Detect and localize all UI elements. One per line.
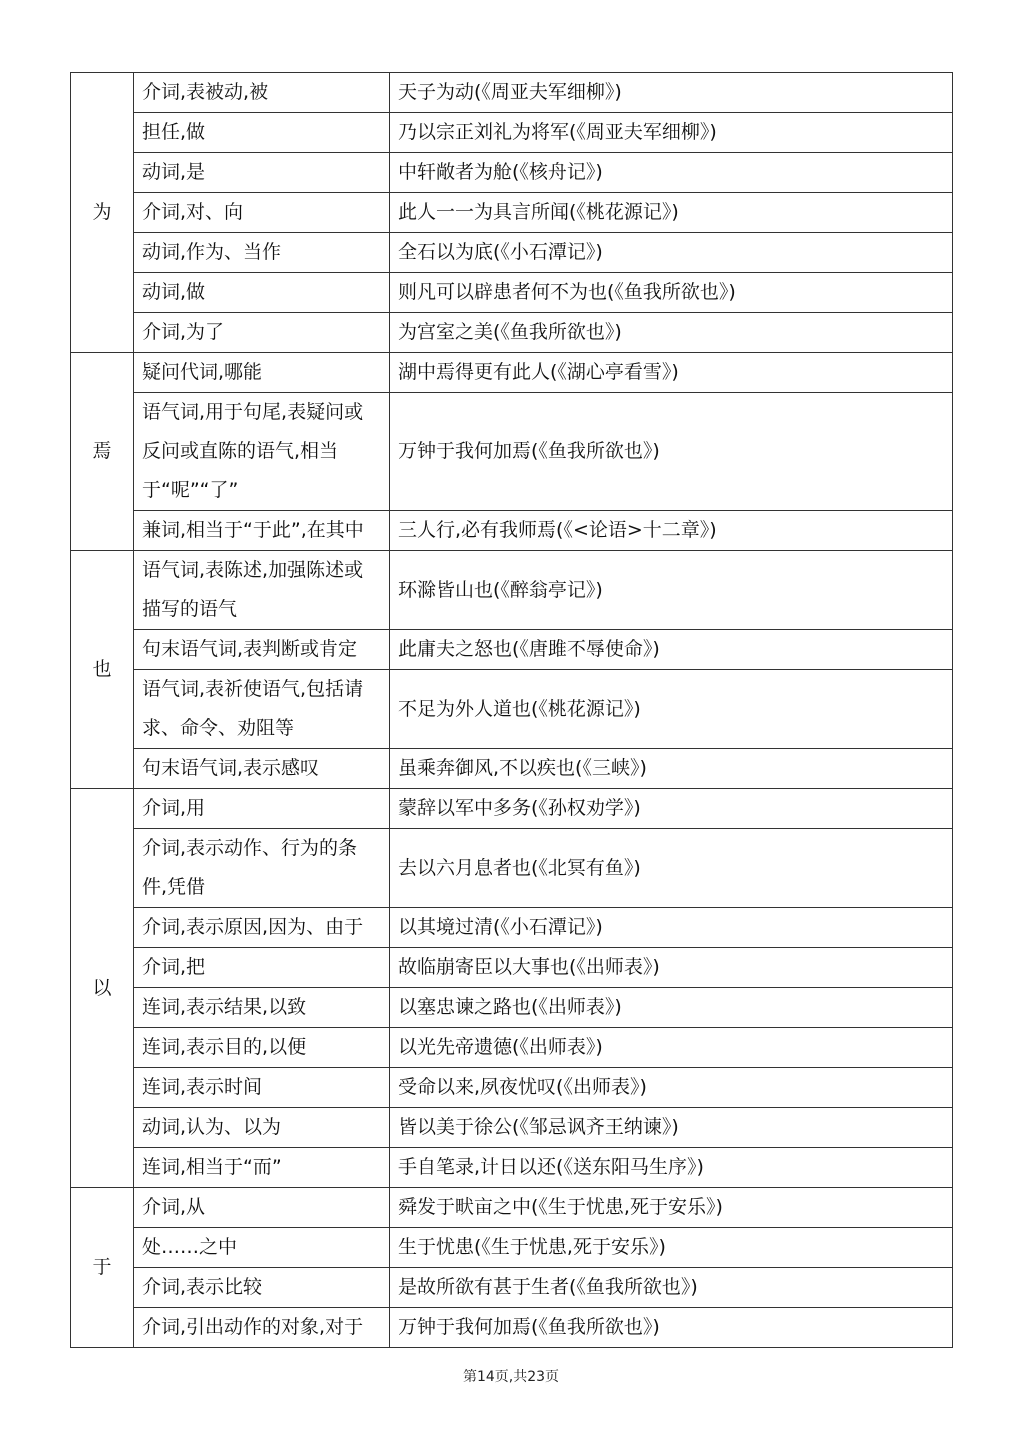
usage-cell: 动词,是 [134,153,390,193]
table-row [71,829,953,908]
table-row [71,73,953,113]
table-row [71,630,953,670]
usage-cell: 介词,从 [134,1188,390,1228]
usage-cell: 语气词,表陈述,加强陈述或描写的语气 [134,551,390,630]
example-cell: 手自笔录,计日以还(《送东阳马生序》) [390,1148,953,1188]
usage-cell: 动词,作为、当作 [134,233,390,273]
example-cell: 舜发于畎亩之中(《生于忧患,死于安乐》) [390,1188,953,1228]
example-cell: 天子为动(《周亚夫军细柳》) [390,73,953,113]
usage-cell: 介词,引出动作的对象,对于 [134,1308,390,1348]
example-cell: 是故所欲有甚于生者(《鱼我所欲也》) [390,1268,953,1308]
example-cell: 则凡可以辟患者何不为也(《鱼我所欲也》) [390,273,953,313]
word-cell: 也 [71,551,134,789]
table-row [71,353,953,393]
table-row [71,1228,953,1268]
usage-cell: 介词,用 [134,789,390,829]
usage-cell: 介词,表示动作、行为的条件,凭借 [134,829,390,908]
usage-cell: 介词,为了 [134,313,390,353]
function-word-table [70,72,953,1348]
usage-cell: 介词,把 [134,948,390,988]
table-row [71,1068,953,1108]
example-cell: 不足为外人道也(《桃花源记》) [390,670,953,749]
example-cell: 为宫室之美(《鱼我所欲也》) [390,313,953,353]
table-row [71,511,953,551]
usage-cell: 连词,表示目的,以便 [134,1028,390,1068]
usage-cell: 语气词,用于句尾,表疑问或反问或直陈的语气,相当于“呢”“了” [134,393,390,511]
table-row [71,1108,953,1148]
table-row [71,551,953,630]
example-cell: 以塞忠谏之路也(《出师表》) [390,988,953,1028]
usage-cell: 连词,表示时间 [134,1068,390,1108]
word-cell: 焉 [71,353,134,551]
table-row [71,789,953,829]
example-cell: 去以六月息者也(《北冥有鱼》) [390,829,953,908]
example-cell: 万钟于我何加焉(《鱼我所欲也》) [390,1308,953,1348]
table-row [71,1188,953,1228]
table-row [71,1308,953,1348]
table-row [71,749,953,789]
usage-cell: 介词,表示原因,因为、由于 [134,908,390,948]
table-row [71,908,953,948]
example-cell: 蒙辞以军中多务(《孙权劝学》) [390,789,953,829]
usage-cell: 动词,认为、以为 [134,1108,390,1148]
example-cell: 湖中焉得更有此人(《湖心亭看雪》) [390,353,953,393]
table-row [71,1028,953,1068]
usage-cell: 介词,表示比较 [134,1268,390,1308]
example-cell: 受命以来,夙夜忧叹(《出师表》) [390,1068,953,1108]
usage-cell: 连词,相当于“而” [134,1148,390,1188]
example-cell: 此庸夫之怒也(《唐雎不辱使命》) [390,630,953,670]
example-cell: 以其境过清(《小石潭记》) [390,908,953,948]
usage-cell: 疑问代词,哪能 [134,353,390,393]
table-row [71,113,953,153]
table-row [71,670,953,749]
example-cell: 此人一一为具言所闻(《桃花源记》) [390,193,953,233]
example-cell: 全石以为底(《小石潭记》) [390,233,953,273]
word-cell: 为 [71,73,134,353]
example-cell: 生于忧患(《生于忧患,死于安乐》) [390,1228,953,1268]
table-row [71,393,953,511]
example-cell: 中轩敞者为舱(《核舟记》) [390,153,953,193]
usage-cell: 语气词,表祈使语气,包括请求、命令、劝阻等 [134,670,390,749]
word-cell: 于 [71,1188,134,1348]
usage-cell: 担任,做 [134,113,390,153]
example-cell: 环滁皆山也(《醉翁亭记》) [390,551,953,630]
example-cell: 故临崩寄臣以大事也(《出师表》) [390,948,953,988]
word-cell: 以 [71,789,134,1188]
example-cell: 三人行,必有我师焉(《<论语>十二章》) [390,511,953,551]
usage-cell: 介词,对、向 [134,193,390,233]
table-row [71,313,953,353]
table-row [71,193,953,233]
table-row [71,233,953,273]
usage-cell: 句末语气词,表示感叹 [134,749,390,789]
table-row [71,948,953,988]
table-row [71,273,953,313]
usage-cell: 动词,做 [134,273,390,313]
table-row [71,153,953,193]
example-cell: 以光先帝遗德(《出师表》) [390,1028,953,1068]
usage-cell: 连词,表示结果,以致 [134,988,390,1028]
example-cell: 乃以宗正刘礼为将军(《周亚夫军细柳》) [390,113,953,153]
page-number: 第14页,共23页 [462,1369,560,1385]
table-row [71,1268,953,1308]
usage-cell: 句末语气词,表判断或肯定 [134,630,390,670]
usage-cell: 处……之中 [134,1228,390,1268]
table-row [71,1148,953,1188]
usage-cell: 兼词,相当于“于此”,在其中 [134,511,390,551]
example-cell: 万钟于我何加焉(《鱼我所欲也》) [390,393,953,511]
example-cell: 皆以美于徐公(《邹忌讽齐王纳谏》) [390,1108,953,1148]
usage-cell: 介词,表被动,被 [134,73,390,113]
table-row [71,988,953,1028]
example-cell: 虽乘奔御风,不以疾也(《三峡》) [390,749,953,789]
